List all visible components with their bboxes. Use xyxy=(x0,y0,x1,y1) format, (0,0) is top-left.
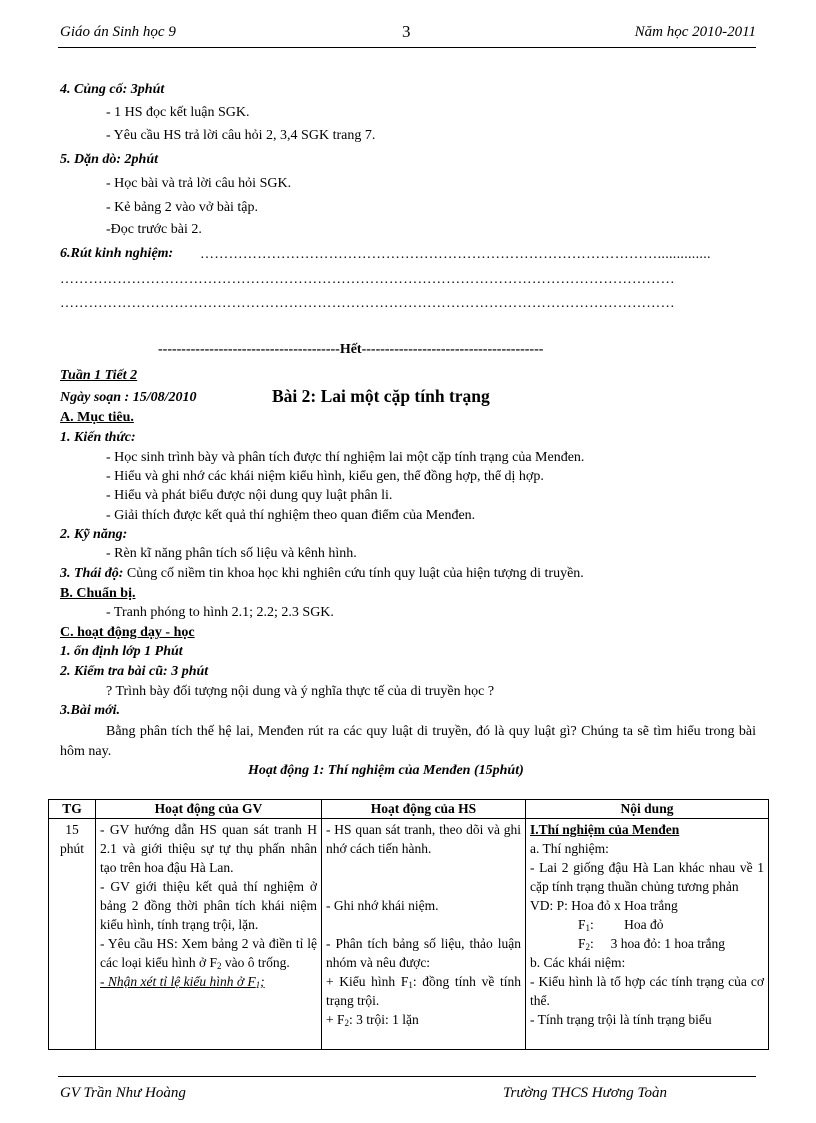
attitude-label: 3. Thái độ: xyxy=(60,566,124,581)
content-line: VD: P: Hoa đỏ x Hoa trắng xyxy=(530,898,678,913)
teacher-step: - GV giới thiệu kết quả thí nghiệm ở bảng 2 đồng thời phân tích khái niệm kiểu hình, tính trạng trội, lặn. xyxy=(100,879,317,932)
knowledge-item: - Hiểu và phát biểu được nội dung quy luật phân li. xyxy=(106,488,393,503)
student-step: + Kiểu hình $F_1$: đồng tính về tính trạng trội. xyxy=(326,974,521,1008)
activity-table xyxy=(48,799,769,1050)
content-line: $F_1$: Hoa đỏ xyxy=(578,917,664,933)
student-step: + $F_2$: 3 trội: 1 lặn xyxy=(326,1012,419,1028)
footer-left: GV Trần Như Hoàng xyxy=(60,1085,186,1101)
prep-heading: B. Chuẩn bị. xyxy=(60,586,136,601)
skills-heading: 2. Kỹ năng: xyxy=(60,527,128,542)
content-line: b. Các khái niệm: xyxy=(530,955,626,970)
th-gv: Hoạt động của GV xyxy=(96,800,322,819)
knowledge-heading: 1. Kiến thức: xyxy=(60,430,136,445)
content-heading: I.Thí nghiệm của Menđen xyxy=(530,822,680,837)
end-marker: ---------------------------------------Hết--------------------------------------- xyxy=(158,342,544,357)
experience-line: ………………………………………………………………………………………………………………… xyxy=(60,272,675,287)
activities-heading: C. hoạt động dạy - học xyxy=(60,625,195,640)
header-rule xyxy=(58,47,756,48)
student-step: - Phân tích bảng số liệu, thảo luận nhóm và nêu được: xyxy=(326,936,521,970)
teacher-step: - GV hướng dẫn HS quan sát tranh H 2.1 và giới thiệu sự tự thụ phấn nhân tạo trên hoa đậu Hà Lan. xyxy=(100,822,317,875)
content-line: - Lai 2 giống đậu Hà Lan khác nhau về 1 cặp tính trạng thuần chủng tương phản xyxy=(530,860,764,894)
footer-right: Trường THCS Hương Toàn xyxy=(503,1085,667,1101)
teacher-step: - Nhận xét tỉ lệ kiểu hình ở $F_1$; xyxy=(100,974,265,990)
review-heading: 4. Củng cố: 3phút xyxy=(60,82,165,97)
experience-heading: 6.Rút kinh nghiệm: xyxy=(60,246,174,261)
homework-heading: 5. Dặn dò: 2phút xyxy=(60,152,159,167)
th-hs: Hoạt động của HS xyxy=(322,800,526,819)
homework-item: -Đọc trước bài 2. xyxy=(106,222,202,237)
step-2-question: ? Trình bày đối tượng nội dung và ý nghĩa thực tế của di truyền học ? xyxy=(106,684,495,699)
prep-item: - Tranh phóng to hình 2.1; 2.2; 2.3 SGK. xyxy=(106,605,334,620)
student-step: - Ghi nhớ khái niệm. xyxy=(326,898,439,913)
content-line: $F_2$: 3 hoa đỏ: 1 hoa trắng xyxy=(578,936,725,952)
table-row xyxy=(49,819,769,1050)
lesson-date: Ngày soạn : 15/08/2010 xyxy=(60,390,197,405)
objectives-heading: A. Mục tiêu. xyxy=(60,410,134,425)
lesson-intro: Bằng phân tích thế hệ lai, Menđen rút ra các quy luật di truyền, đó là quy luật gì? Chúng ta sẽ tìm hiểu trong bài hôm nay. xyxy=(60,724,756,759)
th-content: Nội dung xyxy=(526,800,769,819)
lesson-title: Bài 2: Lai một cặp tính trạng xyxy=(272,386,490,406)
step-1: 1. ổn định lớp 1 Phút xyxy=(60,644,183,659)
content-line: a. Thí nghiệm: xyxy=(530,841,609,856)
table-header-row xyxy=(49,800,769,819)
homework-item: - Kẻ bảng 2 vào vở bài tập. xyxy=(106,200,259,215)
content-line: - Tính trạng trội là tính trạng biểu xyxy=(530,1012,712,1027)
knowledge-item: - Hiểu và ghi nhớ các khái niệm kiểu hình, kiểu gen, thể đồng hợp, thể dị hợp. xyxy=(106,469,544,484)
th-tg: TG xyxy=(49,800,96,819)
student-step: - HS quan sát tranh, theo dõi và ghi nhớ cách tiến hành. xyxy=(326,822,521,856)
knowledge-item: - Giải thích được kết quả thí nghiệm theo quan điểm của Menđen. xyxy=(106,508,476,523)
header-left: Giáo án Sinh học 9 xyxy=(60,24,176,40)
cell-time: 15 phút xyxy=(49,819,96,1050)
step-3: 3.Bài mới. xyxy=(60,703,121,718)
review-item: - Yêu cầu HS trả lời câu hỏi 2, 3,4 SGK trang 7. xyxy=(106,128,376,143)
experience-dots: …………………………………………………………………………………….............. xyxy=(200,247,711,262)
teacher-step: - Yêu cầu HS: Xem bảng 2 và điền tỉ lệ các loại kiểu hình ở $F_2$ vào ô trống. xyxy=(100,936,317,971)
activity-1-title: Hoạt động 1: Thí nghiệm của Menđen (15phút) xyxy=(248,763,524,778)
page-number: 3 xyxy=(402,22,411,41)
cell-student xyxy=(322,819,526,1050)
cell-content xyxy=(526,819,769,1050)
knowledge-item: - Học sinh trình bày và phân tích được thí nghiệm lai một cặp tính trạng của Menđen. xyxy=(106,450,585,465)
cell-teacher xyxy=(96,819,322,1050)
homework-item: - Học bài và trả lời câu hỏi SGK. xyxy=(106,176,292,191)
skills-item: - Rèn kĩ năng phân tích số liệu và kênh hình. xyxy=(106,546,357,561)
lesson-week: Tuần 1 Tiết 2 xyxy=(60,368,138,383)
content-line: - Kiểu hình là tổ hợp các tính trạng của cơ thể. xyxy=(530,974,764,1008)
attitude-line xyxy=(60,566,584,582)
review-item: - 1 HS đọc kết luận SGK. xyxy=(106,105,250,120)
header-right: Năm học 2010-2011 xyxy=(634,24,756,40)
step-2: 2. Kiểm tra bài cũ: 3 phút xyxy=(60,664,209,679)
experience-line: ………………………………………………………………………………………………………………… xyxy=(60,296,675,311)
attitude-text: Củng cố niềm tin khoa học khi nghiên cứu tính quy luật của hiện tượng di truyền. xyxy=(123,566,584,581)
footer-rule xyxy=(58,1076,756,1077)
